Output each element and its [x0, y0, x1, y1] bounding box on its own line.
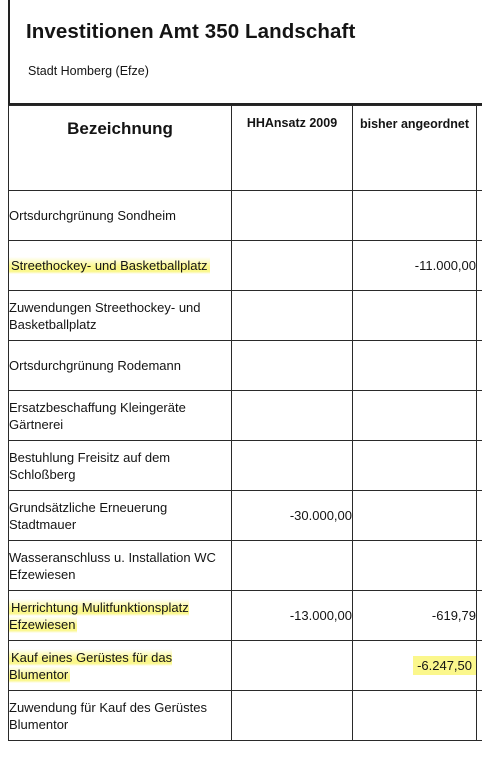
cell-budget — [232, 341, 353, 391]
cell-budget — [232, 641, 353, 691]
cell-extra — [477, 291, 482, 341]
cell-budget — [232, 291, 353, 341]
cell-extra — [477, 341, 482, 391]
table-row — [9, 541, 482, 591]
cell-ordered-value: -6.247,50 — [413, 656, 476, 675]
table-row — [9, 391, 482, 441]
cell-budget — [232, 391, 353, 441]
document-subtitle: Stadt Homberg (Efze) — [28, 64, 149, 78]
cell-budget — [232, 241, 353, 291]
cell-name — [9, 441, 232, 491]
cell-ordered-value: -11.000,00 — [414, 258, 476, 273]
table-row — [9, 241, 482, 291]
table-row — [9, 291, 482, 341]
table-row — [9, 691, 482, 741]
cell-extra — [477, 241, 482, 291]
table-row — [9, 591, 482, 641]
investment-table — [8, 105, 482, 741]
table-row — [9, 191, 482, 241]
cell-extra — [477, 191, 482, 241]
cell-budget — [232, 591, 353, 641]
cell-ordered — [353, 691, 477, 741]
cell-budget-value: -13.000,00 — [289, 608, 352, 623]
column-header-extra — [477, 106, 482, 191]
cell-extra — [477, 641, 482, 691]
cell-extra — [477, 591, 482, 641]
cell-name — [9, 391, 232, 441]
cell-name — [9, 291, 232, 341]
cell-name — [9, 691, 232, 741]
column-header-ordered: bisher angeordnet — [353, 106, 477, 191]
cell-name-text: Zuwendung für Kauf des Gerüstes Blumentor — [9, 699, 208, 732]
cell-name-text: Ortsdurchgrünung Rodemann — [9, 358, 181, 373]
cell-name — [9, 591, 232, 641]
cell-ordered — [353, 441, 477, 491]
table-row — [9, 491, 482, 541]
cell-name — [9, 191, 232, 241]
table-row — [9, 641, 482, 691]
cell-name — [9, 241, 232, 291]
cell-extra — [477, 441, 482, 491]
cell-name-text: Zuwendungen Streethockey- und Basketballplatz — [9, 299, 201, 332]
column-header-name: Bezeichnung — [9, 106, 232, 191]
table-row — [9, 341, 482, 391]
cell-name — [9, 641, 232, 691]
cell-ordered — [353, 391, 477, 441]
cell-name-text: Ersatzbeschaffung Kleingeräte Gärtnerei — [9, 399, 186, 432]
cell-ordered — [353, 491, 477, 541]
cell-budget — [232, 191, 353, 241]
cell-name-text: Grundsätzliche Erneuerung Stadtmauer — [9, 499, 168, 532]
cell-ordered — [353, 291, 477, 341]
cell-extra — [477, 541, 482, 591]
cell-budget-value: -30.000,00 — [289, 508, 352, 523]
cell-budget — [232, 441, 353, 491]
cell-name-text: Wasseranschluss u. Installation WC Efzewiesen — [9, 549, 216, 582]
cell-name-text: Kauf eines Gerüstes für das Blumentor — [9, 649, 173, 682]
cell-ordered — [353, 191, 477, 241]
cell-ordered — [353, 541, 477, 591]
cell-name — [9, 341, 232, 391]
cell-extra — [477, 391, 482, 441]
cell-name — [9, 491, 232, 541]
table-body — [9, 191, 482, 741]
column-header-budget: HHAnsatz 2009 — [232, 106, 353, 191]
table-header-row — [9, 106, 482, 191]
cell-extra — [477, 491, 482, 541]
document-title: Investitionen Amt 350 Landschaft — [26, 20, 356, 43]
cell-name-text: Bestuhlung Freisitz auf dem Schloßberg — [9, 449, 171, 482]
cell-budget — [232, 541, 353, 591]
cell-budget — [232, 491, 353, 541]
cell-ordered-value: -619,79 — [431, 608, 476, 623]
cell-name-text: Herrichtung Mulitfunktionsplatz Efzewiesen — [9, 599, 189, 632]
table-row — [9, 441, 482, 491]
cell-ordered — [353, 241, 477, 291]
cell-ordered — [353, 341, 477, 391]
document-header — [8, 0, 482, 105]
cell-budget — [232, 691, 353, 741]
cell-extra — [477, 691, 482, 741]
cell-name-text: Streethockey- und Basketballplatz — [11, 258, 208, 273]
cell-ordered — [353, 591, 477, 641]
cell-ordered — [353, 641, 477, 691]
cell-name — [9, 541, 232, 591]
cell-name-text: Ortsdurchgrünung Sondheim — [9, 208, 176, 223]
